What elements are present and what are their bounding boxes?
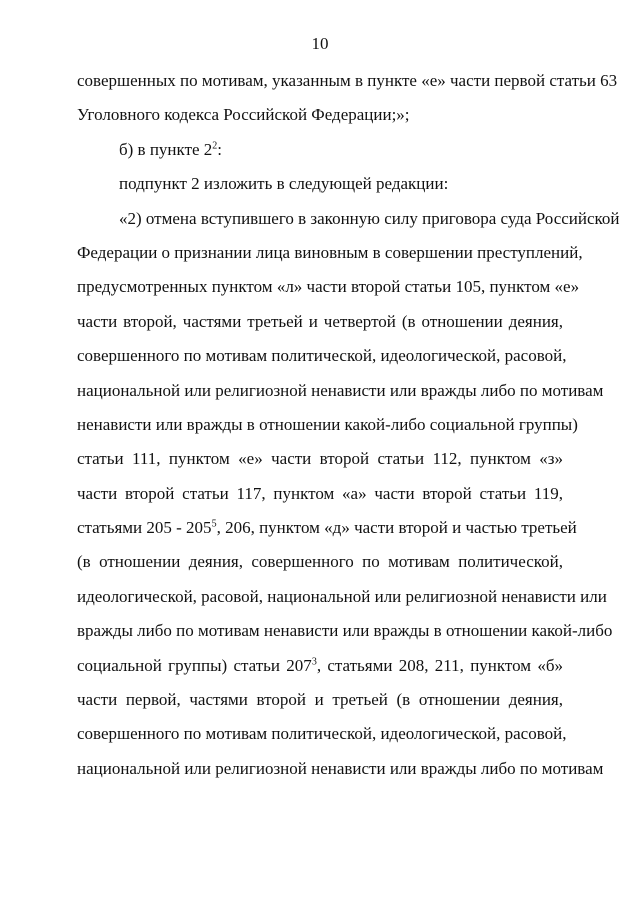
text-fragment: (в отношении деяния, совершенного по мотивам политической, [77,552,563,572]
page-number: 10 [311,34,329,53]
text-line [77,167,563,201]
text-fragment: совершенных по мотивам, указанным в пункте «е» части первой статьи 63 [77,71,618,90]
superscript: 5 [211,518,217,530]
text-fragment: предусмотренных пунктом «л» части второй статьи 105, пунктом «е» [77,277,580,297]
text-line [77,133,563,167]
text-line [77,614,613,648]
text-line [77,752,604,786]
text-line [77,408,578,442]
text-fragment: совершенного по мотивам политической, идеологической, расовой, [77,724,567,744]
text-fragment: части второй статьи 117, пунктом «а» части второй статьи 119, [77,483,563,503]
text-fragment: б) в пункте 2 [119,139,213,159]
text-line [77,236,583,270]
text-line [77,64,618,98]
text-fragment: вражды либо по мотивам ненависти или вражды в отношении какой-либо [77,621,613,641]
text-fragment: статьями 205 - 205 [77,518,212,538]
superscript: 3 [311,655,317,667]
superscript: 2 [212,140,218,152]
text-fragment: идеологической, расовой, национальной или религиозной ненависти или [77,586,607,606]
text-fragment: национальной или религиозной ненависти или вражды либо по мотивам [77,380,604,400]
text-fragment: части первой, частями второй и третьей (в отношении деяния, [77,690,563,710]
text-fragment: совершенного по мотивам политической, идеологической, расовой, [77,346,567,366]
text-line [77,649,563,683]
text-line [77,683,563,717]
text-fragment: , 206, пунктом «д» части второй и частью третьей [216,518,577,538]
text-line [77,442,563,476]
text-fragment: : [217,139,223,159]
text-line [77,202,620,236]
text-fragment: Уголовного кодекса Российской Федерации;»; [77,105,410,125]
text-line [77,580,607,614]
text-line [77,374,604,408]
text-fragment: , статьями 208, 211, пунктом «б» [316,655,563,675]
text-fragment: ненависти или вражды в отношении какой-либо социальной группы) [77,414,578,434]
text-line [77,511,577,545]
text-fragment: социальной группы) статьи 207 [77,655,312,675]
text-line [77,717,567,751]
text-fragment: «2) отмена вступившего в законную силу приговора суда Российской [119,208,620,228]
text-fragment: национальной или религиозной ненависти или вражды либо по мотивам [77,758,604,778]
text-fragment: статьи 111, пунктом «е» части второй статьи 112, пунктом «з» [77,449,563,469]
text-fragment: подпункт 2 изложить в следующей редакции: [119,174,449,194]
text-line [77,98,563,132]
text-fragment: Федерации о признании лица виновным в совершении преступлений, [77,242,583,262]
text-line [77,339,567,373]
document-body [77,64,620,786]
text-line [77,305,563,339]
text-line [77,545,563,579]
text-fragment: части второй, частями третьей и четвертой (в отношении деяния, [77,311,563,331]
text-line [77,270,580,304]
text-line [77,477,563,511]
